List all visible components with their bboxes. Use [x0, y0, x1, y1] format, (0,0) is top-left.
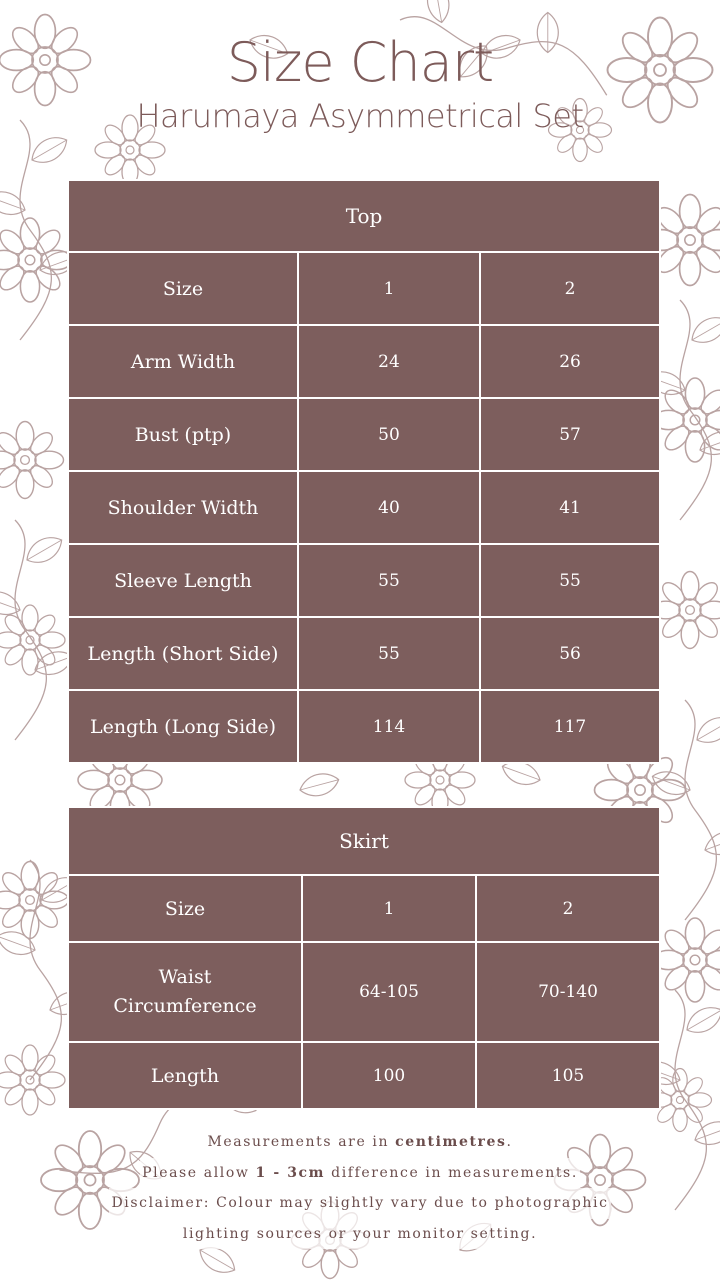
- top-size-table: [67, 179, 661, 764]
- row-value-size-2: 41: [480, 471, 660, 544]
- note-text: .: [506, 1134, 513, 1150]
- row-value-size-1: 100: [302, 1042, 476, 1109]
- row-value-size-1: 114: [298, 690, 480, 763]
- row-value-size-1: 50: [298, 398, 480, 471]
- skirt-table-caption: Skirt: [68, 807, 660, 875]
- note-line-disclaimer-cont: [0, 1219, 720, 1250]
- row-label-arm-width: Arm Width: [68, 325, 298, 398]
- row-label-waist-circumference: [68, 942, 302, 1042]
- row-value-size-1: 40: [298, 471, 480, 544]
- row-label-line: Waist: [158, 965, 212, 988]
- table-row: [68, 471, 660, 544]
- top-table-caption-row: [68, 180, 660, 252]
- row-label-line: Circumference: [113, 995, 257, 1017]
- skirt-table-caption-row: [68, 807, 660, 875]
- row-value-size-1: 55: [298, 617, 480, 690]
- top-table-caption: Top: [68, 180, 660, 252]
- note-text: Disclaimer: Colour may slightly vary due to photographic: [109, 1188, 610, 1219]
- row-label-bust: Bust (ptp): [68, 398, 298, 471]
- note-text: lighting sources or your monitor setting.: [181, 1219, 539, 1250]
- table-row: [68, 690, 660, 763]
- page-title: Size Chart: [226, 31, 494, 94]
- row-value-size-2: 70-140: [476, 942, 660, 1042]
- row-label-length-short-side: Length (Short Side): [68, 617, 298, 690]
- top-table-header-row: [68, 252, 660, 325]
- row-value-size-2: 55: [480, 544, 660, 617]
- row-value-size-2: 26: [480, 325, 660, 398]
- skirt-size-2-header: 2: [476, 875, 660, 942]
- row-label-length: Length: [68, 1042, 302, 1109]
- row-value-size-1: 64-105: [302, 942, 476, 1042]
- top-size-header: Size: [68, 252, 298, 325]
- skirt-table-header-row: [68, 875, 660, 942]
- note-text: Measurements are in: [207, 1134, 396, 1150]
- table-row: [68, 544, 660, 617]
- note-line-units: [0, 1127, 720, 1158]
- skirt-size-header: Size: [68, 875, 302, 942]
- row-label-length-long-side: Length (Long Side): [68, 690, 298, 763]
- note-line-disclaimer: [0, 1188, 720, 1219]
- table-row: [68, 1042, 660, 1109]
- row-label-sleeve-length: Sleeve Length: [68, 544, 298, 617]
- note-text: difference in measurements.: [325, 1164, 578, 1181]
- top-size-1-header: 1: [298, 252, 480, 325]
- table-row: [68, 325, 660, 398]
- note-emphasis: 1 - 3cm: [255, 1164, 326, 1181]
- row-value-size-2: 105: [476, 1042, 660, 1109]
- row-label-shoulder-width: Shoulder Width: [68, 471, 298, 544]
- skirt-size-table: [67, 806, 661, 1110]
- table-row: [68, 617, 660, 690]
- note-line-tolerance: [0, 1158, 720, 1189]
- skirt-size-1-header: 1: [302, 875, 476, 942]
- row-value-size-1: 55: [298, 544, 480, 617]
- note-text: Please allow: [142, 1164, 256, 1181]
- row-value-size-2: 57: [480, 398, 660, 471]
- row-value-size-1: 24: [298, 325, 480, 398]
- table-row: [68, 942, 660, 1042]
- row-value-size-2: 56: [480, 617, 660, 690]
- top-size-2-header: 2: [480, 252, 660, 325]
- measurement-notes: [0, 1127, 720, 1249]
- row-value-size-2: 117: [480, 690, 660, 763]
- product-subtitle: Harumaya Asymmetrical Set: [136, 97, 584, 135]
- table-row: [68, 398, 660, 471]
- note-emphasis: centimetres: [395, 1134, 507, 1150]
